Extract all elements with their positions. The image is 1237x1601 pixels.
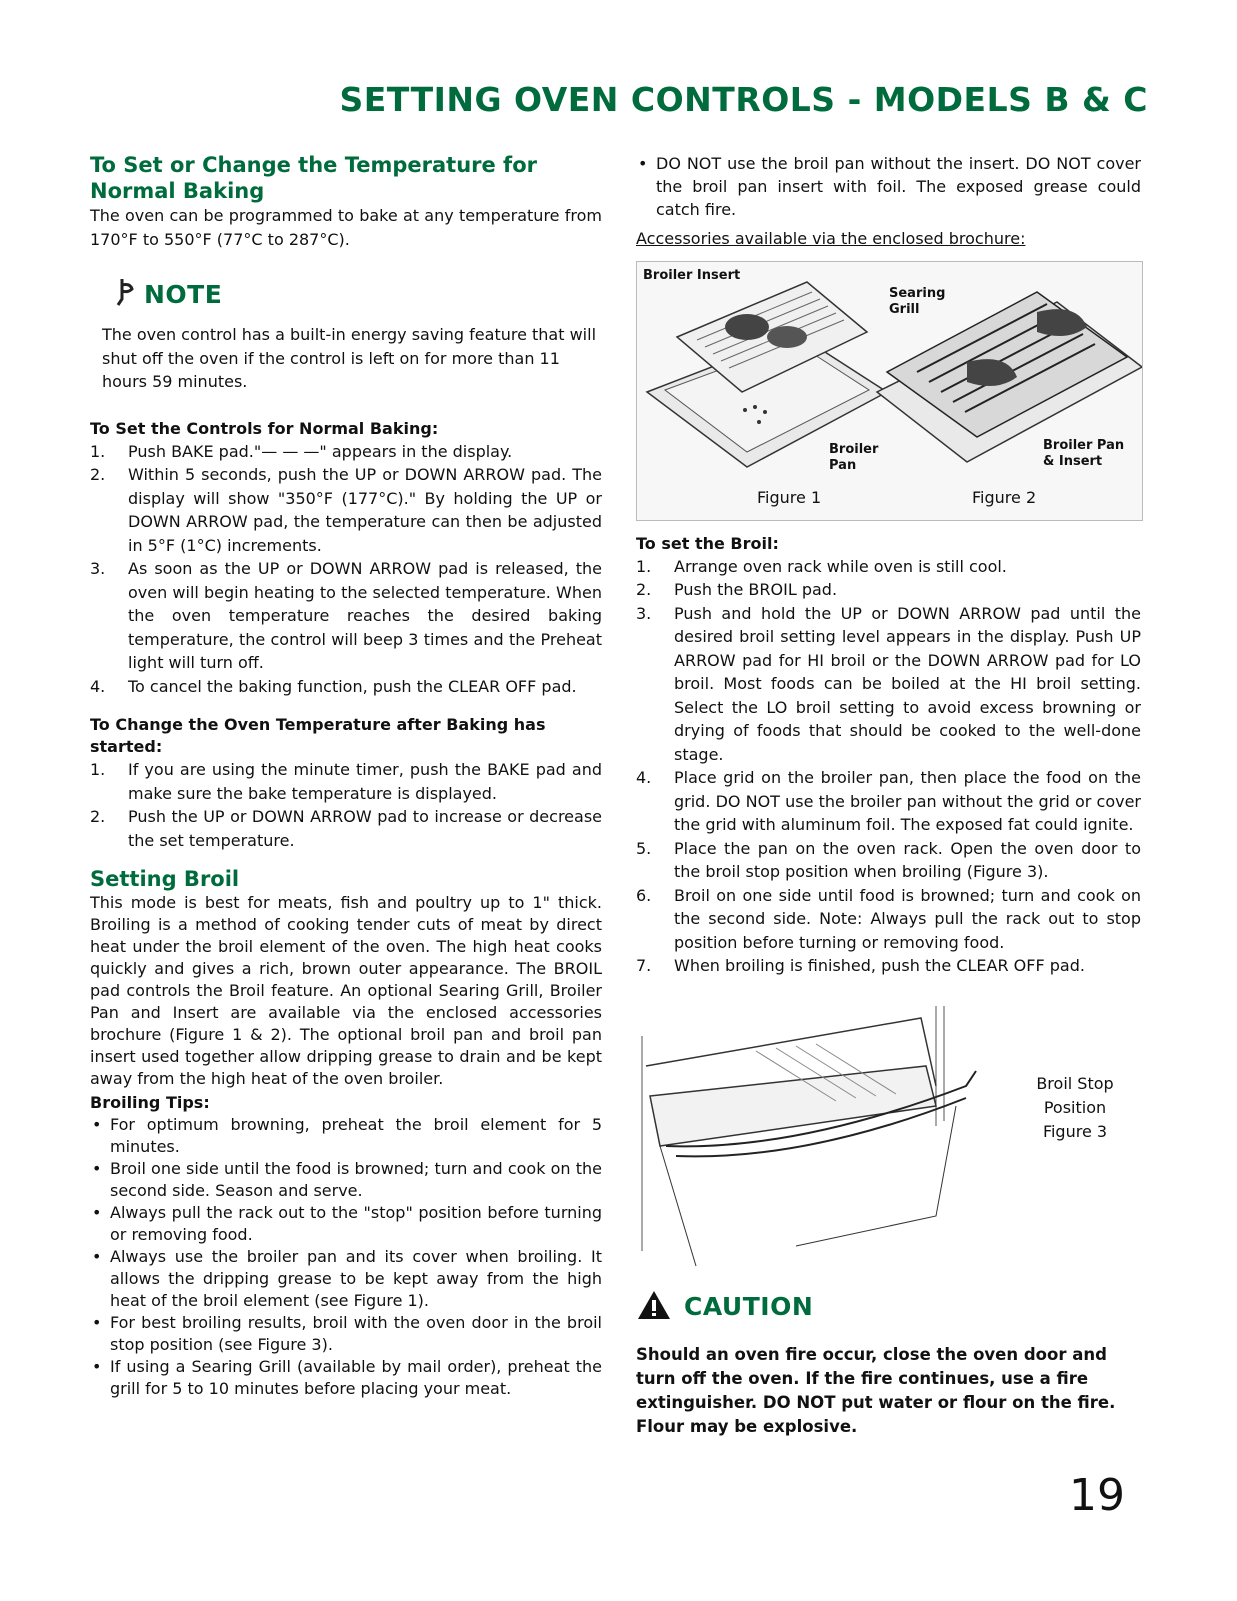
list-item: • If using a Searing Grill (available by mail order), preheat the grill for 5 to 10 minutes before placing your meat.: [90, 1356, 602, 1400]
change-temp-steps: [90, 758, 602, 852]
list-item: 1. If you are using the minute timer, push the BAKE pad and make sure the bake temperature is displayed.: [90, 760, 602, 803]
list-item: • For optimum browning, preheat the broil element for 5 minutes.: [90, 1114, 602, 1158]
note-header: [116, 277, 602, 311]
list-item: 5. Place the pan on the oven rack. Open the oven door to the broil stop position when broiling (Figure 3).: [636, 838, 1141, 881]
list-item: 3. Push and hold the UP or DOWN ARROW pad until the desired broil setting level appears in the display. Push UP ARROW pad for HI broil or the DOWN ARROW pad for LO broil. Most foods can be boiled at the HI broil setting. Select the LO broil setting to avoid excess browning or drying of foods that should be cooked to the well-done stage.: [636, 603, 1141, 764]
caution-text: Should an oven fire occur, close the oven door and turn off the oven. If the fire continues, use a fire extinguisher. DO NOT put water or flour on the fire. Flour may be explosive.: [636, 1344, 1116, 1436]
list-item: 4. To cancel the baking function, push the CLEAR OFF pad.: [90, 676, 577, 696]
note-label: NOTE: [144, 279, 223, 309]
temperature-heading: To Set or Change the Temperature for Normal Baking: [90, 153, 537, 203]
caution-label: CAUTION: [684, 1292, 814, 1321]
figure2-caption: Figure 2: [972, 487, 1037, 507]
list-item: 2. Push the BROIL pad.: [636, 580, 838, 599]
oven-door-figure: [636, 1006, 1141, 1271]
change-temp-heading: To Change the Oven Temperature after Baking has started:: [90, 715, 546, 756]
list-item: • Always pull the rack out to the "stop" position before turning or removing food.: [90, 1202, 602, 1246]
note-icon: [116, 277, 134, 311]
list-item: • Broil one side until the food is browned; turn and cook on the second side. Season and serve.: [90, 1158, 602, 1202]
set-controls-steps: [90, 440, 602, 699]
list-item: 1. Push BAKE pad."— — —" appears in the display.: [90, 441, 513, 461]
list-item: 1. Arrange oven rack while oven is still cool.: [636, 556, 1007, 576]
list-item: 3. As soon as the UP or DOWN ARROW pad is released, the oven will begin heating to the selected temperature. When the oven temperature reaches the desired baking temperature, the control will beep 3 times and the Preheat light will turn off.: [90, 559, 602, 672]
right-column: [636, 152, 1141, 1439]
broiler-pan-insert-label: Broiler Pan & Insert: [1043, 437, 1125, 469]
set-controls-heading: To Set the Controls for Normal Baking:: [90, 418, 439, 438]
caution-header: [636, 1289, 1141, 1325]
page-number: 19: [1069, 1470, 1125, 1521]
tips-list: [90, 1114, 602, 1400]
warning-bullet: • DO NOT use the broil pan without the insert. DO NOT cover the broil pan insert with foil. The exposed grease could catch fire.: [636, 152, 1141, 221]
figure3-caption: [1020, 1072, 1130, 1144]
broiler-pan-label: Broiler Pan: [829, 441, 879, 473]
accessories-line: Accessories available via the enclosed brochure:: [636, 229, 1026, 248]
left-column: [90, 152, 602, 1400]
figure1-caption: Figure 1: [757, 487, 822, 507]
list-item: 4. Place grid on the broiler pan, then place the food on the grid. DO NOT use the broiler pan without the grid or cover the grid with aluminum foil. The exposed fat could ignite.: [636, 768, 1141, 834]
list-item: 2. Push the UP or DOWN ARROW pad to increase or decrease the set temperature.: [90, 807, 602, 850]
temperature-intro: The oven can be programmed to bake at any temperature from 170°F to 550°F (77°C to 287°C).: [90, 206, 602, 249]
broil-heading: Setting Broil: [90, 867, 240, 891]
list-item: 6. Broil on one side until food is browned; turn and cook on the second side. Note: Always pull the rack out to stop position before turning or removing food.: [636, 885, 1141, 952]
tips-heading: Broiling Tips:: [90, 1093, 210, 1112]
list-item: • For best broiling results, broil with the oven door in the broil stop position (see Figure 3).: [90, 1312, 602, 1356]
note-text: The oven control has a built-in energy saving feature that will shut off the oven if the control is left on for more than 11 hours 59 minutes.: [102, 325, 597, 391]
warning-triangle-icon: [636, 1289, 672, 1325]
broiler-insert-label: Broiler Insert: [643, 267, 741, 283]
list-item: 7. When broiling is finished, push the CLEAR OFF pad.: [636, 956, 1085, 975]
set-broil-steps: [636, 555, 1141, 978]
broil-stop-label: Broil Stop: [1036, 1073, 1114, 1093]
list-item: • Always use the broiler pan and its cover when broiling. It allows the dripping grease to be kept away from the high heat of the broil element (see Figure 1).: [90, 1246, 602, 1312]
broil-intro: This mode is best for meats, fish and poultry up to 1" thick. Broiling is a method of cooking tender cuts of meat by direct heat under the broil element of the oven. The high heat cooks quickly and gives a rich, brown outer appearance. The BROIL pad controls the Broil feature. An optional Searing Grill, Broiler Pan and Insert are available via the enclosed accessories brochure (Figure 1 & 2). The optional broil pan and broil pan insert used together allow dripping grease to drain and be kept away from the high heat of the oven broiler.: [90, 893, 602, 1088]
list-item: 2. Within 5 seconds, push the UP or DOWN ARROW pad. The display will show "350°F (177°C)." By holding the UP or DOWN ARROW pad, the temperature can then be adjusted in 5°F (1°C) increments.: [90, 465, 602, 555]
page-title: SETTING OVEN CONTROLS - MODELS B & C: [339, 80, 1148, 119]
accessories-figure: [636, 261, 1143, 521]
searing-grill-label: Searing Grill: [889, 285, 946, 317]
position-label: Position: [1043, 1097, 1107, 1117]
set-broil-heading: To set the Broil:: [636, 533, 779, 553]
warning-list: [636, 152, 1141, 221]
figure3-label: Figure 3: [1042, 1121, 1108, 1141]
oven-door-illustration: [636, 1006, 1016, 1271]
